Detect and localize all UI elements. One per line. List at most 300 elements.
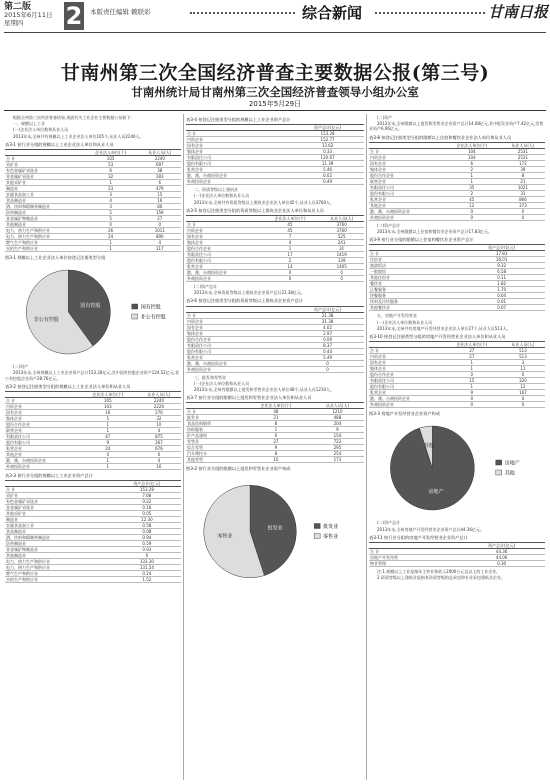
table-cell: 食品制造业 <box>5 529 113 535</box>
column-3 <box>369 114 545 780</box>
table-cell: 4 <box>137 428 181 434</box>
table-cell: 0.22 <box>113 499 181 505</box>
table-cell: 1.82 <box>458 281 545 287</box>
table-cell: 0 <box>501 214 545 220</box>
table-cell: 6 <box>83 168 139 174</box>
table-cell: 农副食品加工业 <box>5 192 83 198</box>
column-header: 从业人员(人) <box>311 403 364 409</box>
table-cell: 5 <box>83 210 139 216</box>
column-header: 从业人员(人) <box>139 150 181 156</box>
table-cell: 104 <box>443 148 501 154</box>
table-cell: 港、澳、台商投资企业 <box>5 458 79 464</box>
table-cell: 53 <box>83 162 139 168</box>
column-header: 企业法人单位(个) <box>443 142 501 148</box>
table-cell: 外商投资企业 <box>369 402 443 408</box>
data-table <box>369 244 545 311</box>
table-cell: 8 <box>501 172 545 178</box>
table-cell: 2240 <box>137 398 181 404</box>
table-cell: 0 <box>319 276 364 282</box>
table-cell: 股份合作企业 <box>369 372 443 378</box>
table-cell: 1 <box>261 246 320 252</box>
table-cell: 697 <box>139 162 181 168</box>
legend-swatch <box>314 533 320 538</box>
table-cell: 非金属矿采选业 <box>5 505 113 511</box>
table-cell: 32 <box>137 416 181 422</box>
table-cell: 7.68 <box>113 493 181 499</box>
table-caption: 表3-1 按行业分组的规模以上工业企业法人单位和从业人员 <box>5 141 114 147</box>
table-cell: 0.04 <box>458 293 545 299</box>
table-cell: 合 计 <box>369 348 443 354</box>
table-cell: 非金属矿采选业 <box>5 174 83 180</box>
table-cell: 24 <box>83 234 139 240</box>
column-divider <box>183 114 184 780</box>
column-header: 从业人员(人) <box>501 342 545 348</box>
table-cell: 0 <box>83 222 139 228</box>
table-cell: 23 <box>83 186 139 192</box>
article-title: 甘南州第三次全国经济普查主要数据公报(第三号) <box>60 62 490 84</box>
table-cell: 1 <box>443 360 501 366</box>
paragraph: (一)企业法人单位数和从业人员 <box>194 380 250 386</box>
table-cell: 燃气生产和供应业 <box>5 240 83 246</box>
table-cell: 0.59 <box>113 541 181 547</box>
table-cell: 合 计 <box>186 409 241 415</box>
column-header: 资产总计(亿元) <box>291 125 364 131</box>
table-cell: 16 <box>137 464 181 470</box>
table-cell: 1 <box>79 464 137 470</box>
table-cell: 0 <box>501 402 545 408</box>
table-cell: 0 <box>501 372 545 378</box>
table-cell: 241 <box>319 240 364 246</box>
table-cell: 食品制造业 <box>5 198 83 204</box>
table-cell: 合 计 <box>186 131 291 137</box>
table-cell: 103 <box>79 404 137 410</box>
table-caption: 表3-3 按行业分组的规模以上工业企业资产总计 <box>5 473 93 479</box>
table-cell: 私营企业 <box>5 446 79 452</box>
table-cell: 44.36 <box>458 549 545 555</box>
table-cell: 17 <box>261 252 320 258</box>
table-cell: 24 <box>79 446 137 452</box>
table-cell: 676 <box>137 446 181 452</box>
table-cell: 采矿业 <box>5 493 113 499</box>
table-cell: 10 <box>137 422 181 428</box>
column-header: 企业法人单位(个) <box>443 342 501 348</box>
table-cell: 有限责任公司 <box>186 155 291 161</box>
table-cell: 酒、饮料和精制茶制造业 <box>5 535 113 541</box>
table-cell: 内资企业 <box>186 228 261 234</box>
column-header: 从业人员(人) <box>501 142 545 148</box>
table-cell: 173 <box>311 457 364 463</box>
table-cell: 0.24 <box>113 571 181 577</box>
table-cell: 港、澳、台商投资企业 <box>369 396 443 402</box>
table-cell: 254 <box>311 451 364 457</box>
table-cell: 0 <box>291 366 364 372</box>
table-cell: 5 <box>83 216 139 222</box>
table-cell: 105 <box>79 398 137 404</box>
table-cell: 6 <box>139 180 181 186</box>
table-cell: 医药制造业 <box>5 210 83 216</box>
paragraph: 2013年末,全州限额以上批发和零售业企业资产总计14.08亿元,其中批发业资产7.42亿元,零售业资产6.66亿元。 <box>369 121 544 132</box>
pie-svg <box>186 474 364 589</box>
table-cell: 制造业 <box>5 517 113 523</box>
table-cell: 港、澳、台商投资企业 <box>186 270 261 276</box>
header-weekday: 星期四 <box>4 19 24 27</box>
table-cell: 电力、热力生产和供应业 <box>5 228 83 234</box>
table-cell: 2531 <box>501 148 545 154</box>
table-cell: 合 计 <box>369 251 458 257</box>
table-cell: 3 <box>83 204 139 210</box>
table-cell: 内资企业 <box>186 137 291 143</box>
table-cell: 批发业 <box>186 415 241 421</box>
table-cell: 120.67 <box>291 155 364 161</box>
paragraph: (二)资产总计 <box>194 284 218 290</box>
column-header: 企业法人单位(个) <box>79 392 137 398</box>
table-cell: 488 <box>311 415 364 421</box>
table-cell: 11.39 <box>291 161 364 167</box>
table-cell: 12 <box>501 384 545 390</box>
header-dots-right <box>375 12 485 14</box>
legend-label: 批发业 <box>323 523 339 530</box>
table-cell: 集体企业 <box>369 166 443 172</box>
table-cell: 非金属矿物制品业 <box>5 216 83 222</box>
table-cell: 117 <box>139 246 181 252</box>
table-cell: 47 <box>79 434 137 440</box>
table-cell: 0 <box>501 396 545 402</box>
table-cell: 有限责任公司 <box>186 342 291 348</box>
paragraph: (二)资产总计 <box>377 222 401 228</box>
table-cell: 股份合作企业 <box>186 246 261 252</box>
table-cell: 0.05 <box>113 511 181 517</box>
table-cell: 31 <box>501 190 545 196</box>
paragraph: 一、规模以上工业 <box>13 121 45 127</box>
pie-slice-label: 非公有控股 <box>33 317 59 324</box>
paragraph: (二)资产 <box>377 115 393 120</box>
table-cell: 1419 <box>319 252 364 258</box>
table-cell: 农副食品加工业 <box>5 523 113 529</box>
table-cell: 167 <box>501 390 545 396</box>
table-cell: 1 <box>83 240 139 246</box>
table-row <box>369 305 545 311</box>
table-cell: 48 <box>241 409 311 415</box>
table-cell: 1.52 <box>113 577 181 583</box>
column-header: 从业人员(人) <box>319 216 364 222</box>
header-dots-left <box>190 12 295 14</box>
table-cell: 0.94 <box>113 535 181 541</box>
pie-chart <box>369 418 545 518</box>
table-cell: 电力、热力生产和供应业 <box>5 234 83 240</box>
table-cell: 320 <box>501 378 545 384</box>
table-cell: 1 <box>83 180 139 186</box>
table-cell: 私营企业 <box>186 264 261 270</box>
table-row <box>369 561 545 567</box>
table-cell: 合 计 <box>369 549 458 555</box>
paragraph: 五、房地产开发经营业 <box>377 313 417 319</box>
table-cell: 153.28 <box>291 131 364 137</box>
table-cell: 0.44 <box>291 348 364 354</box>
data-table <box>5 149 181 252</box>
table-cell: 27 <box>241 439 311 445</box>
table-cell: 10 <box>241 457 311 463</box>
table-cell: 正餐服务 <box>369 287 458 293</box>
table-cell: 479 <box>139 186 181 192</box>
table-caption: 表3-11 按行业分组的房地产开发经营业企业资产总计 <box>369 534 468 540</box>
table-cell: 16 <box>139 198 181 204</box>
column-1 <box>5 114 181 780</box>
table-cell: 私营企业 <box>369 390 443 396</box>
table-cell: 1021 <box>501 184 545 190</box>
table-caption: 表3-2 按登记注册类型分组的规模以上工业企业法人单位和从业人员 <box>5 383 131 389</box>
table-row <box>186 276 364 282</box>
header-date: 2015年6月11日 <box>4 11 53 19</box>
table-cell: 住宿业 <box>369 257 458 263</box>
paragraph: (一)企业法人单位数和从业人员 <box>377 319 433 325</box>
table-row <box>186 457 364 463</box>
column-header: 资产总计(亿元) <box>458 543 545 549</box>
column-header: 从业人员(人) <box>137 392 181 398</box>
table-cell: 0.02 <box>291 173 364 179</box>
table-cell: 港、澳、台商投资企业 <box>186 173 291 179</box>
data-table <box>186 306 364 373</box>
table-caption: 表3-8 按登记注册类型分组的限额以上住宿和餐饮业企业法人单位和从业人员 <box>369 134 512 140</box>
table-cell: 4 <box>261 240 320 246</box>
table-cell: 纺织服装 <box>186 427 241 433</box>
table-cell: 股份合作企业 <box>5 422 79 428</box>
table-cell: 1011 <box>139 228 181 234</box>
table-cell: 44.06 <box>458 555 545 561</box>
table-caption: 表3-4 按登记注册类型分组的规模以上工业企业资产总计 <box>186 117 291 122</box>
table-cell: 0 <box>443 402 501 408</box>
table-row <box>5 464 181 470</box>
table-cell: 制造业 <box>5 186 83 192</box>
table-row <box>186 179 364 185</box>
table-cell: 内资企业 <box>369 154 443 160</box>
table-cell: 14 <box>261 264 320 270</box>
article-date: 2015年5月29日 <box>248 100 302 108</box>
table-cell: 35 <box>443 184 501 190</box>
table-cell: 1 <box>79 458 137 464</box>
table-cell: 合 计 <box>5 487 113 493</box>
table-cell: 0 <box>443 214 501 220</box>
table-cell: 有限责任公司 <box>369 378 443 384</box>
paragraph: 2013年末,全州规模以上工业企业资产总计153.28亿元,其中国有控股企业资产124.52亿元,非公有控股企业资产28.76亿元。 <box>5 370 179 381</box>
article-subtitle: 甘南州统计局甘南州第三次全国经济普查领导小组办公室 <box>131 85 419 99</box>
paragraph: (二)资产总计 <box>377 520 401 526</box>
pie-slice-label: 房地产 <box>428 489 444 496</box>
table-cell: 4 <box>83 198 139 204</box>
data-table <box>186 402 364 463</box>
table-cell: 有限责任公司 <box>186 252 261 258</box>
table-cell: 有限责任公司 <box>369 184 443 190</box>
table-cell: 1405 <box>319 264 364 270</box>
table-caption: 表3-7 按行业分组的限额以上批发和零售业企业法人单位和从业人员 <box>186 395 312 401</box>
table-cell: 2220 <box>137 404 181 410</box>
intro-text <box>5 115 181 139</box>
table-cell: 股份有限公司 <box>5 440 79 446</box>
table-row <box>5 577 181 583</box>
table-cell: 32 <box>83 174 139 180</box>
table-cell: 104 <box>443 154 501 160</box>
chart-caption: 图3-2 按行业分组的限额以上批发和零售业企业资产构成 <box>186 466 291 472</box>
table-cell: 8.37 <box>291 342 364 348</box>
paper-logo: 甘南日报 <box>488 3 549 21</box>
table-cell: 0.01 <box>458 299 545 305</box>
table-cell: 水的生产和供应业 <box>5 577 113 583</box>
table-caption: 表3-5 按登记注册类型分组的资质等级以上建筑业企业法人单位和从业人员 <box>186 207 324 213</box>
column-header: 资产总计(亿元) <box>113 481 181 487</box>
table-cell: 27 <box>443 354 501 360</box>
column-divider <box>366 114 367 780</box>
table-cell: 汽车摩托车 <box>186 451 241 457</box>
table-cell: 31 <box>319 246 364 252</box>
table-cell: 131.54 <box>113 565 181 571</box>
chart-caption: 图3-1 规模以上工业企业法人单位按登记注册类型分组 <box>5 255 106 261</box>
table-cell: 3760 <box>319 228 364 234</box>
table-cell: 283 <box>139 174 181 180</box>
legend-swatch <box>496 470 502 475</box>
table-cell: 私营企业 <box>369 196 443 202</box>
table-cell: 0.07 <box>458 305 545 311</box>
header-meta <box>4 3 52 27</box>
table-cell: 合 计 <box>5 398 79 404</box>
table-cell: 139 <box>319 258 364 264</box>
table-cell: 0 <box>137 452 181 458</box>
table-cell: 私营企业 <box>186 354 291 360</box>
table-cell: 5 <box>79 416 137 422</box>
table-cell: 外商投资企业 <box>5 464 79 470</box>
pie-slice-label: 其他 <box>423 443 434 450</box>
table-cell: 外商投资企业 <box>186 179 291 185</box>
table-cell: 38 <box>139 168 181 174</box>
table-cell: 有色金属矿采选业 <box>5 168 83 174</box>
table-cell: 1 <box>443 366 501 372</box>
table-cell: 1 <box>79 422 137 428</box>
table-cell: 0 <box>113 553 181 559</box>
table-cell: 45 <box>443 196 501 202</box>
table-cell: 股份有限公司 <box>369 384 443 390</box>
table-cell: 890 <box>139 234 181 240</box>
table-cell: 股份合作企业 <box>186 336 291 342</box>
table-cell: 1 <box>241 427 311 433</box>
table-cell: 餐饮业 <box>369 281 458 287</box>
table-cell: 非金属矿物制品业 <box>5 547 113 553</box>
table-row <box>369 402 545 408</box>
table-cell: 旅游饭店 <box>369 263 458 269</box>
table-cell: 酒、饮料和精制茶制造业 <box>5 204 83 210</box>
table-cell: 21 <box>501 178 545 184</box>
table-cell: 零售业 <box>186 439 241 445</box>
table-cell: 0 <box>501 208 545 214</box>
table-cell: 内资企业 <box>369 354 443 360</box>
table-cell: 其他制造业 <box>5 553 113 559</box>
table-cell: 3760 <box>319 222 364 228</box>
data-table <box>186 215 364 282</box>
legend-label: 其他 <box>504 470 515 477</box>
table-cell: 133.30 <box>113 559 181 565</box>
table-cell: 国有企业 <box>186 143 291 149</box>
data-table <box>186 124 364 185</box>
table-cell: 16.01 <box>458 257 545 263</box>
table-cell: 港、澳、台商投资企业 <box>186 360 291 366</box>
table-cell: 综合零售 <box>186 445 241 451</box>
table-row <box>369 214 545 220</box>
table-cell: 8 <box>241 421 311 427</box>
table-cell: 152.77 <box>291 137 364 143</box>
table-cell: 204 <box>311 421 364 427</box>
table-cell: 0 <box>291 360 364 366</box>
table-cell: 2 <box>443 190 501 196</box>
table-cell: 其他零售 <box>186 457 241 463</box>
column-header: 资产总计(亿元) <box>291 306 364 312</box>
table-cell: 其他制造业 <box>5 222 83 228</box>
table-cell: 联营企业 <box>369 178 443 184</box>
pie-slice-label: 零售业 <box>217 533 233 540</box>
table-cell: 合 计 <box>186 312 291 318</box>
table-cell: 快餐服务 <box>369 293 458 299</box>
table-cell: 15 <box>443 378 501 384</box>
table-cell: 国有企业 <box>369 360 443 366</box>
table-cell: 525 <box>319 234 364 240</box>
table-cell: 3 <box>501 360 545 366</box>
table-cell: 80 <box>139 204 181 210</box>
table-cell: 有色金属矿采选业 <box>5 499 113 505</box>
chart-caption: 图3-3 房地产开发经营业企业资产构成 <box>369 411 440 417</box>
table-cell: 2.97 <box>291 330 364 336</box>
legend-swatch <box>132 304 138 309</box>
table-cell: 9 <box>79 440 137 446</box>
table-cell: 国有企业 <box>5 410 79 416</box>
table-cell: 饮料及冷饮服务 <box>369 299 458 305</box>
table-cell: 0 <box>443 396 501 402</box>
table-cell: 电力、热力生产和供应业 <box>5 559 113 565</box>
pie-svg <box>369 418 545 518</box>
table-cell: 股份有限公司 <box>186 348 291 354</box>
table-cell: 4 <box>137 458 181 464</box>
table-cell: 水的生产和供应业 <box>5 246 83 252</box>
table-cell: 39 <box>501 166 545 172</box>
table-cell: 295 <box>311 445 364 451</box>
pie-slice-label: 国有控股 <box>80 303 101 310</box>
table-cell: 513 <box>501 348 545 354</box>
table-cell: 国有企业 <box>186 324 291 330</box>
table-cell: 9 <box>443 390 501 396</box>
table-cell: 1.70 <box>458 287 545 293</box>
table-cell: 物业管理 <box>369 561 458 567</box>
paragraph: (一)企业法人单位数和从业人员 <box>13 127 69 133</box>
paragraph: 注:1.规模以上工业是指年主营业务收入2000万元及以上的工业企业。 <box>377 569 501 575</box>
legend-label: 非公有控股 <box>140 314 166 321</box>
table-cell: 0.16 <box>113 505 181 511</box>
edition-label: 第二版 <box>4 2 32 12</box>
table-cell: 154 <box>311 433 364 439</box>
table-cell: 2 <box>443 166 501 172</box>
legend-swatch <box>314 523 320 528</box>
paragraph: 2013年末,全州有限额以上批发和零售业企业法人单位48个,从业人员1210人。 <box>194 387 334 393</box>
table-cell: 21 <box>241 415 311 421</box>
paragraph: 2013年末,全州资质等级以上建筑业企业资产总计21.38亿元。 <box>194 290 305 296</box>
table-cell: 0.30 <box>458 561 545 567</box>
table-cell: 国有企业 <box>186 234 261 240</box>
table-caption: 表3-6 按登记注册类型分组的资质等级以上建筑业企业资产总计 <box>186 298 304 304</box>
table-cell: 0 <box>139 222 181 228</box>
table-cell: 5.46 <box>291 167 364 173</box>
legend-label: 零售业 <box>323 533 339 540</box>
header-rule <box>4 32 546 33</box>
table-cell: 0 <box>261 276 320 282</box>
table-cell: 21.38 <box>291 318 364 324</box>
table-cell: 矿产品建材 <box>186 433 241 439</box>
table-cell: 合 计 <box>186 222 261 228</box>
column-header: 企业法人单位(个) <box>241 403 311 409</box>
table-cell: 15 <box>139 192 181 198</box>
